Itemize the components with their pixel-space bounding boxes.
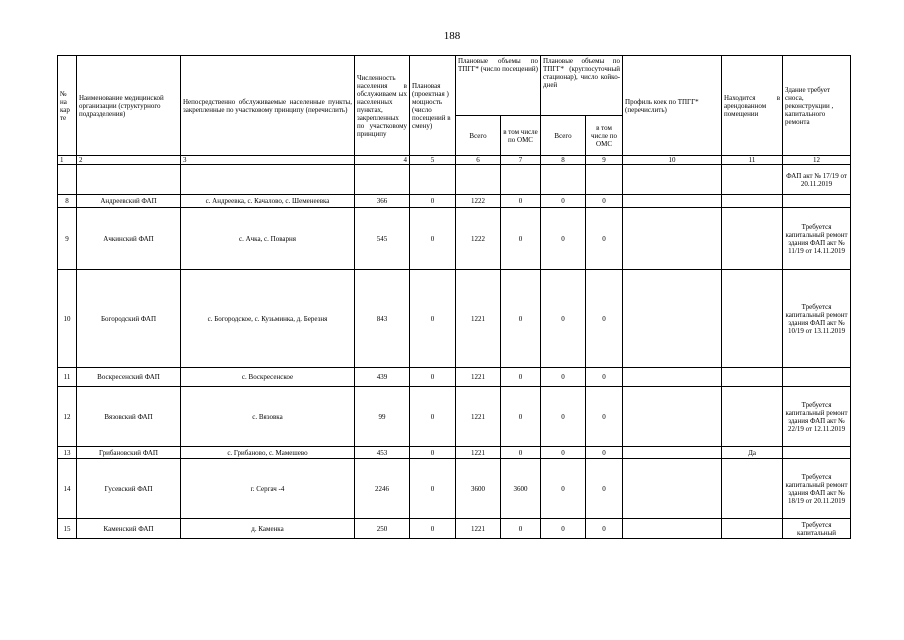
bed-profile xyxy=(623,459,722,519)
col-number: 10 xyxy=(623,156,722,165)
settlements: с. Грибаново, с. Мамешево xyxy=(181,447,355,459)
col-number: 4 xyxy=(355,156,410,165)
visits-total: 1221 xyxy=(456,387,501,447)
col-number: 12 xyxy=(783,156,851,165)
row-number: 8 xyxy=(58,195,77,208)
header-bed-profile: Профиль коек по ТПГГ* (перечислить) xyxy=(623,56,722,156)
bed-profile xyxy=(623,368,722,387)
bed-profile xyxy=(623,270,722,368)
capacity: 0 xyxy=(410,387,456,447)
bed-days-total: 0 xyxy=(541,195,586,208)
page-number: 188 xyxy=(443,30,461,42)
visits-oms: 3600 xyxy=(501,459,541,519)
col-number: 1 xyxy=(58,156,77,165)
header-inpatient-plan: Плановые объемы по ТПГГ* (круглосуточный стационар), число койко-дней xyxy=(541,56,623,116)
rented-status xyxy=(722,387,783,447)
bed-days-total: 0 xyxy=(541,208,586,270)
col-number: 2 xyxy=(77,156,181,165)
row-number: 11 xyxy=(58,368,77,387)
row-number xyxy=(58,165,77,195)
capacity: 0 xyxy=(410,208,456,270)
org-name: Андреевский ФАП xyxy=(77,195,181,208)
capacity: 0 xyxy=(410,519,456,539)
column-number-row xyxy=(58,156,851,165)
row-number: 12 xyxy=(58,387,77,447)
org-name: Гусевский ФАП xyxy=(77,459,181,519)
col-number: 11 xyxy=(722,156,783,165)
population: 545 xyxy=(355,208,410,270)
header-capacity: Плановая (проектная ) мощность (число посещений в смену) xyxy=(410,56,456,156)
table-row xyxy=(58,368,851,387)
settlements: с. Воскресенское xyxy=(181,368,355,387)
rented-status xyxy=(722,519,783,539)
header-org-name: Наименование медицинской организации (структурного подразделения) xyxy=(77,56,181,156)
col-number: 6 xyxy=(456,156,501,165)
bed-days-oms: 0 xyxy=(586,459,623,519)
row-number: 9 xyxy=(58,208,77,270)
visits-total: 1221 xyxy=(456,368,501,387)
table-row xyxy=(58,519,851,539)
bed-days-total: 0 xyxy=(541,270,586,368)
bed-days-oms: 0 xyxy=(586,195,623,208)
col-number: 5 xyxy=(410,156,456,165)
header-beds-total: Всего xyxy=(541,116,586,156)
header-row-1 xyxy=(58,56,851,116)
bed-days-oms: 0 xyxy=(586,387,623,447)
repair-status: Требуется капитальный ремонт здания ФАП акт № 22/19 от 12.11.2019 xyxy=(783,387,851,447)
visits-total: 1221 xyxy=(456,270,501,368)
visits-total: 3600 xyxy=(456,459,501,519)
table-row xyxy=(58,387,851,447)
visits-total xyxy=(456,165,501,195)
capacity: 0 xyxy=(410,368,456,387)
org-name xyxy=(77,165,181,195)
bed-days-oms: 0 xyxy=(586,270,623,368)
visits-total: 1221 xyxy=(456,519,501,539)
bed-days-oms xyxy=(586,165,623,195)
repair-status: Требуется капитальный ремонт здания ФАП акт № 18/19 от 20.11.2019 xyxy=(783,459,851,519)
row-number: 15 xyxy=(58,519,77,539)
repair-status xyxy=(783,195,851,208)
rented-status xyxy=(722,270,783,368)
repair-status: Требуется капитальный ремонт здания ФАП акт № 11/19 от 14.11.2019 xyxy=(783,208,851,270)
capacity: 0 xyxy=(410,447,456,459)
bed-days-total: 0 xyxy=(541,519,586,539)
bed-days-total: 0 xyxy=(541,447,586,459)
header-rented: Находится в арендованном помещении xyxy=(722,56,783,156)
bed-days-total xyxy=(541,165,586,195)
visits-oms xyxy=(501,165,541,195)
org-name: Вязовский ФАП xyxy=(77,387,181,447)
facilities-table xyxy=(57,55,851,539)
header-beds-oms: в том числе по ОМС xyxy=(586,116,623,156)
settlements xyxy=(181,165,355,195)
visits-oms: 0 xyxy=(501,195,541,208)
bed-days-oms: 0 xyxy=(586,519,623,539)
org-name: Богородский ФАП xyxy=(77,270,181,368)
row-number: 13 xyxy=(58,447,77,459)
header-visits-oms: в том числе по ОМС xyxy=(501,116,541,156)
header-visits-total: Всего xyxy=(456,116,501,156)
rented-status xyxy=(722,459,783,519)
visits-oms: 0 xyxy=(501,270,541,368)
table-row xyxy=(58,459,851,519)
repair-status: ФАП акт № 17/19 от 20.11.2019 xyxy=(783,165,851,195)
settlements: с. Богородское, с. Кузьминка, д. Березня xyxy=(181,270,355,368)
visits-oms: 0 xyxy=(501,447,541,459)
rented-status xyxy=(722,165,783,195)
rented-status xyxy=(722,208,783,270)
header-visits-plan: Плановые объемы по ТПГГ* (число посещений) xyxy=(456,56,541,116)
bed-profile xyxy=(623,387,722,447)
table-row xyxy=(58,195,851,208)
visits-oms: 0 xyxy=(501,519,541,539)
repair-status: Требуется капитальный ремонт здания ФАП акт № 10/19 от 13.11.2019 xyxy=(783,270,851,368)
capacity: 0 xyxy=(410,270,456,368)
col-number: 8 xyxy=(541,156,586,165)
visits-oms: 0 xyxy=(501,368,541,387)
col-number: 7 xyxy=(501,156,541,165)
visits-total: 1222 xyxy=(456,208,501,270)
repair-status: Требуется капитальный xyxy=(783,519,851,539)
population: 2246 xyxy=(355,459,410,519)
header-population: Численность населения в обслуживаем ых населенных пунктах, закрепленных по участковому принципу xyxy=(355,56,410,156)
col-number: 9 xyxy=(586,156,623,165)
population: 453 xyxy=(355,447,410,459)
population: 366 xyxy=(355,195,410,208)
org-name: Каменский ФАП xyxy=(77,519,181,539)
bed-profile xyxy=(623,447,722,459)
table-row xyxy=(58,208,851,270)
settlements: с. Ачка, с. Поварня xyxy=(181,208,355,270)
visits-total: 1221 xyxy=(456,447,501,459)
settlements: с. Андреевка, с. Качалово, с. Шеменеевка xyxy=(181,195,355,208)
visits-total: 1222 xyxy=(456,195,501,208)
population: 843 xyxy=(355,270,410,368)
settlements: с. Вязовка xyxy=(181,387,355,447)
bed-profile xyxy=(623,208,722,270)
org-name: Воскресенский ФАП xyxy=(77,368,181,387)
header-repair: Здание требует сноса, реконструкции , капитального ремонта xyxy=(783,56,851,156)
rented-status: Да xyxy=(722,447,783,459)
bed-profile xyxy=(623,519,722,539)
row-number: 10 xyxy=(58,270,77,368)
org-name: Грибановский ФАП xyxy=(77,447,181,459)
bed-days-total: 0 xyxy=(541,368,586,387)
repair-status xyxy=(783,368,851,387)
population xyxy=(355,165,410,195)
settlements: д. Каменка xyxy=(181,519,355,539)
col-number: 3 xyxy=(181,156,355,165)
row-number: 14 xyxy=(58,459,77,519)
bed-days-oms: 0 xyxy=(586,368,623,387)
header-settlements: Непосредственно обслуживаемые населенные пункты, закрепленные по участковому принципу (перечислить) xyxy=(181,56,355,156)
rented-status xyxy=(722,368,783,387)
population: 439 xyxy=(355,368,410,387)
bed-profile xyxy=(623,195,722,208)
bed-days-oms: 0 xyxy=(586,447,623,459)
capacity xyxy=(410,165,456,195)
repair-status xyxy=(783,447,851,459)
capacity: 0 xyxy=(410,195,456,208)
bed-days-total: 0 xyxy=(541,459,586,519)
table-row xyxy=(58,447,851,459)
population: 99 xyxy=(355,387,410,447)
population: 250 xyxy=(355,519,410,539)
table-row xyxy=(58,165,851,195)
header-map-number: № на кар те xyxy=(58,56,77,156)
org-name: Ачкинский ФАП xyxy=(77,208,181,270)
visits-oms: 0 xyxy=(501,387,541,447)
rented-status xyxy=(722,195,783,208)
settlements: г. Сергач -4 xyxy=(181,459,355,519)
table-row xyxy=(58,270,851,368)
bed-profile xyxy=(623,165,722,195)
bed-days-oms: 0 xyxy=(586,208,623,270)
bed-days-total: 0 xyxy=(541,387,586,447)
visits-oms: 0 xyxy=(501,208,541,270)
capacity: 0 xyxy=(410,459,456,519)
